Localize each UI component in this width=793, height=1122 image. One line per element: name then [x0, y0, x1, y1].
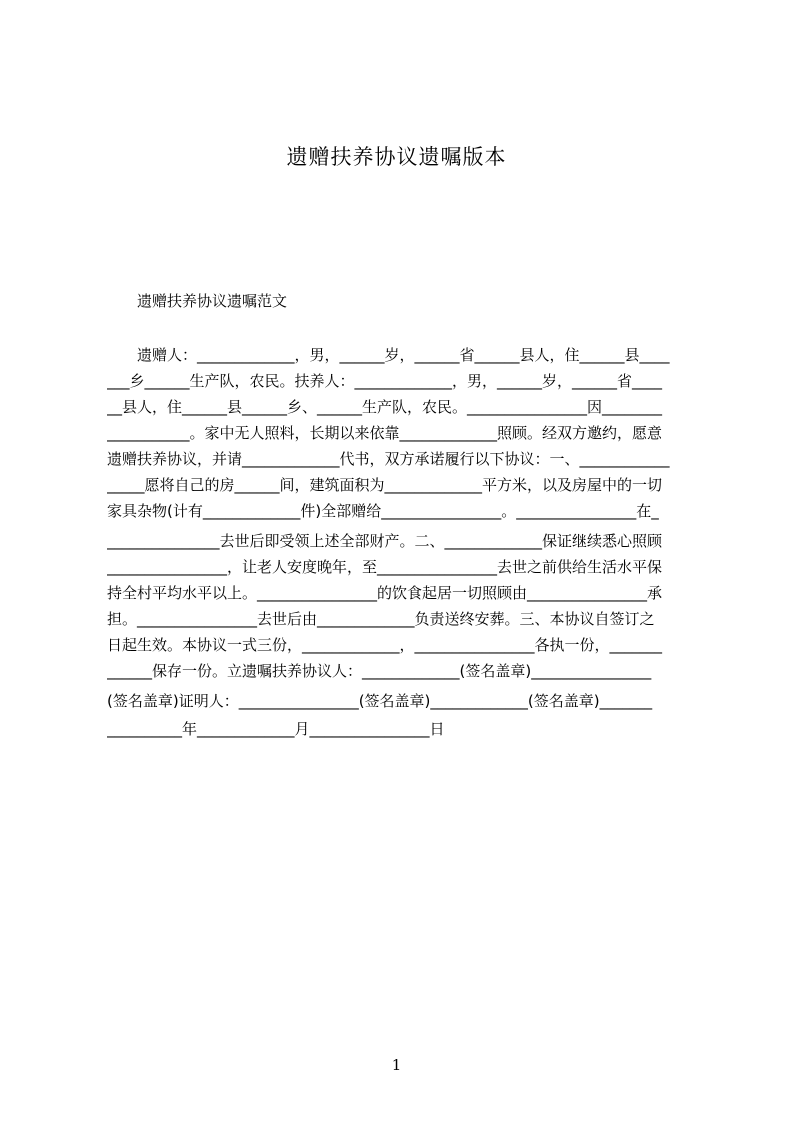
body-line: ________________，让老人安度晚年，至________________去世之前供给生活水平保	[107, 558, 663, 576]
body-line: __________年_____________月________________日	[107, 720, 445, 738]
body-line: 遗赠扶养协议，并请_____________代书，双方承诺履行以下协议：一、____________	[107, 450, 670, 468]
body-line: _______________去世后即受领上述全部财产。二、_____________保证继续悉心照顾	[107, 532, 663, 550]
body-line: 家具杂物(计有_____________件)全部赠给________________。________________在_	[107, 502, 659, 520]
body-line: ______保存一份。立遗嘱扶养协议人：_____________(签名盖章)________________	[107, 662, 652, 680]
document-title: 遗赠扶养协议遗嘱版本	[286, 145, 507, 169]
body-line: 持全村平均水平以上。________________的饮食起居一切照顾由________________承	[107, 584, 663, 602]
document-subtitle: 遗赠扶养协议遗嘱范文	[137, 292, 288, 310]
body-line: ___乡______生产队，农民。扶养人：_____________，男，______岁，______省____	[107, 372, 663, 390]
body-line: 担。________________去世后由_____________负责送终安葬。三、本协议自签订之	[107, 610, 655, 628]
page-number: 1	[391, 1056, 402, 1074]
body-line: 遗赠人：_____________，男，______岁，______省______县人，住______县____	[107, 346, 670, 364]
body-line: 日起生效。本协议一式三份，_____________，________________各执一份，_______	[107, 636, 663, 654]
body-line: _____愿将自己的房______间，建筑面积为_____________平方米，以及房屋中的一切	[107, 476, 663, 494]
body-line: ___________。家中无人照料，长期以来依靠_____________照顾。经双方邀约，愿意	[107, 424, 663, 442]
body-line: (签名盖章)证明人：________________(签名盖章)_____________(签名盖章)_______	[107, 692, 653, 710]
body-line: __县人，住______县______乡、______生产队，农民。________________因________	[107, 398, 663, 416]
